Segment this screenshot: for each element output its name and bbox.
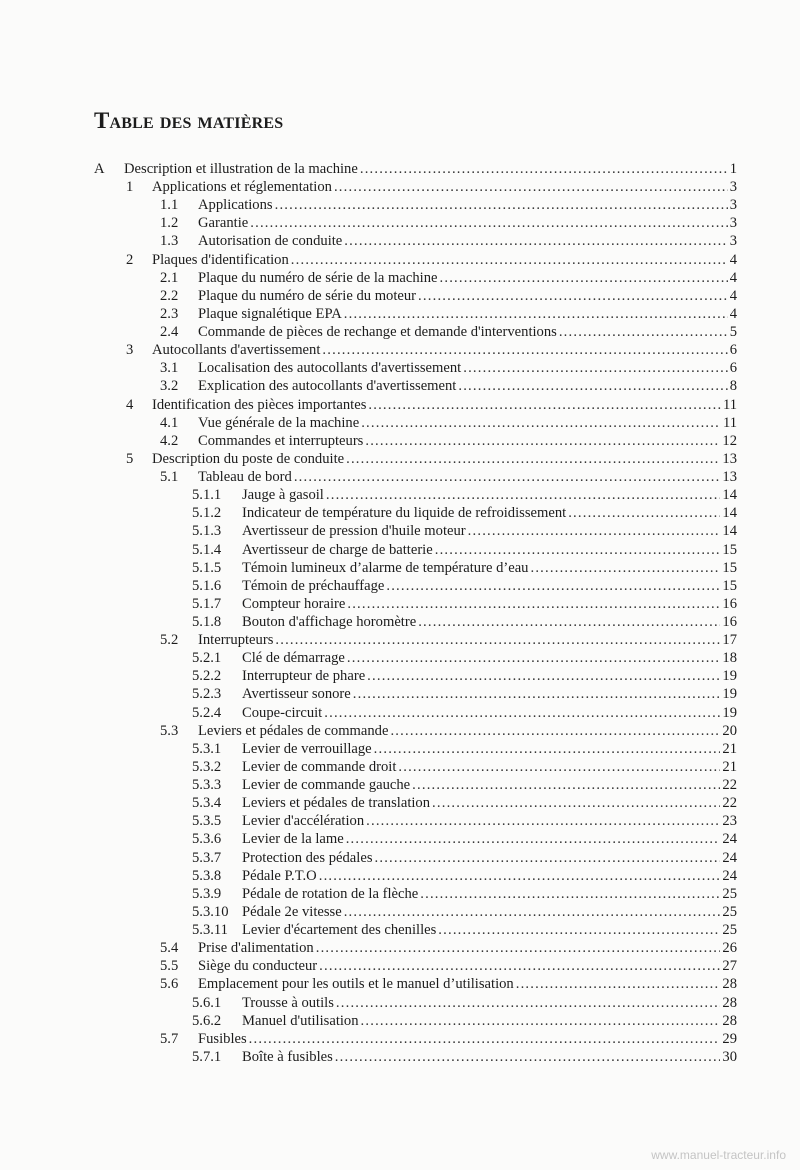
toc-entry-page: 12	[722, 432, 737, 449]
toc-entry-title: Identification des pièces importantes	[152, 396, 367, 413]
toc-entry-title: Explication des autocollants d'avertissement	[198, 378, 457, 395]
toc-entry-page: 3	[729, 233, 737, 250]
toc-dot-leader	[374, 740, 721, 758]
toc-entry[interactable]	[160, 196, 737, 214]
toc-entry-title: Fusibles	[198, 1030, 247, 1047]
toc-entry-number: 5.6.1	[192, 994, 222, 1011]
toc-entry-title: Levier d'écartement des chenilles	[242, 922, 437, 939]
toc-dot-leader	[361, 1012, 721, 1030]
toc-entry-page: 5	[729, 324, 737, 341]
toc-entry-number: 2.4	[160, 324, 179, 341]
toc-dot-leader	[435, 541, 721, 559]
toc-entry-page: 14	[722, 505, 737, 522]
toc-entry[interactable]	[160, 305, 737, 323]
toc-entry-title: Levier de la lame	[242, 831, 344, 848]
toc-entry-number: 5.2.3	[192, 686, 222, 703]
toc-entry-title: Plaque du numéro de série de la machine	[198, 269, 438, 286]
toc-dot-leader	[324, 704, 720, 722]
toc-entry-page: 6	[729, 342, 737, 359]
toc-entry-number: 4.1	[160, 414, 179, 431]
toc-entry-number: 2.1	[160, 269, 179, 286]
toc-entry-title: Prise d'alimentation	[198, 940, 314, 957]
toc-entry[interactable]	[192, 559, 737, 577]
toc-entry-title: Leviers et pédales de commande	[198, 722, 389, 739]
toc-dot-leader	[366, 812, 720, 830]
toc-entry-number: 5.3.1	[192, 740, 222, 757]
toc-entry-title: Pédale P.T.O	[242, 867, 317, 884]
toc-entry-number: 5.3.3	[192, 777, 222, 794]
toc-entry-title: Commande de pièces de rechange et demande d'interventions	[198, 324, 557, 341]
page-title: Table des matières	[94, 108, 284, 133]
toc-entry[interactable]	[192, 885, 737, 903]
toc-entry-title: Coupe-circuit	[242, 704, 323, 721]
toc-entry-title: Manuel d'utilisation	[242, 1012, 359, 1029]
toc-entry-page: 30	[722, 1048, 737, 1065]
toc-entry-page: 21	[722, 740, 737, 757]
toc-entry-page: 13	[722, 450, 737, 467]
toc-entry-page: 8	[729, 378, 737, 395]
toc-entry-title: Autocollants d'avertissement	[152, 342, 321, 359]
toc-entry-number: 5.1.1	[192, 487, 222, 504]
toc-dot-leader	[412, 776, 720, 794]
toc-entry-number: 5.3.11	[192, 922, 228, 939]
toc-entry[interactable]	[160, 468, 737, 486]
toc-entry-page: 24	[722, 831, 737, 848]
toc-dot-leader	[390, 722, 720, 740]
toc-entry-number: 5	[126, 450, 134, 467]
toc-entry-title: Interrupteur de phare	[242, 668, 366, 685]
toc-dot-leader	[438, 921, 720, 939]
toc-entry[interactable]	[192, 649, 737, 667]
toc-dot-leader	[365, 432, 720, 450]
toc-dot-leader	[368, 396, 721, 414]
toc-dot-leader	[516, 975, 721, 993]
toc-entry[interactable]	[192, 921, 737, 939]
toc-entry-number: 1.2	[160, 215, 179, 232]
toc-entry-page: 3	[729, 197, 737, 214]
toc-entry-page: 21	[722, 758, 737, 775]
toc-entry-title: Description et illustration de la machine	[124, 161, 358, 177]
toc-entry-page: 25	[722, 922, 737, 939]
toc-entry-page: 6	[729, 360, 737, 377]
toc-entry-title: Plaques d'identification	[152, 251, 289, 268]
toc-entry-title: Pédale 2e vitesse	[242, 903, 342, 920]
toc-entry-title: Avertisseur sonore	[242, 686, 351, 703]
toc-entry[interactable]	[160, 269, 737, 287]
toc-entry-title: Protection des pédales	[242, 849, 373, 866]
toc-dot-leader	[250, 214, 727, 232]
toc-entry-title: Clé de démarrage	[242, 650, 345, 667]
toc-entry[interactable]	[192, 522, 737, 540]
toc-entry-title: Localisation des autocollants d'avertissement	[198, 360, 462, 377]
toc-entry-number: 5.2.2	[192, 668, 222, 685]
toc-entry-page: 24	[722, 867, 737, 884]
toc-entry-page: 4	[729, 269, 737, 286]
toc-dot-leader	[367, 667, 720, 685]
toc-entry-title: Garantie	[198, 215, 249, 232]
toc-entry-number: 4	[126, 396, 134, 413]
toc-entry-page: 11	[722, 414, 737, 431]
toc-entry[interactable]	[192, 685, 737, 703]
toc-dot-leader	[361, 414, 721, 432]
toc-dot-leader	[316, 939, 721, 957]
toc-entry[interactable]	[160, 414, 737, 432]
toc-entry-title: Emplacement pour les outils et le manuel d’utilisation	[198, 976, 514, 993]
toc-dot-leader	[336, 994, 721, 1012]
toc-entry-number: 5.3.7	[192, 849, 222, 866]
toc-entry-title: Levier de verrouillage	[242, 740, 372, 757]
toc-entry-page: 17	[722, 632, 737, 649]
toc-entry-page: 3	[729, 179, 737, 196]
toc-dot-leader	[418, 287, 728, 305]
toc-dot-leader	[275, 196, 728, 214]
toc-entry-number: 5.3.8	[192, 867, 222, 884]
toc-entry-title: Leviers et pédales de translation	[242, 795, 431, 812]
toc-entry[interactable]	[192, 667, 737, 685]
toc-entry-page: 24	[722, 849, 737, 866]
toc-dot-leader	[420, 885, 720, 903]
toc-entry-number: 4.2	[160, 432, 179, 449]
toc-dot-leader	[291, 251, 728, 269]
toc-entry-number: 5.1.3	[192, 523, 222, 540]
toc-entry-number: 5.2	[160, 632, 179, 649]
toc-entry-number: 1.1	[160, 197, 179, 214]
toc-dot-leader	[360, 160, 728, 178]
toc-dot-leader	[319, 867, 721, 885]
toc-dot-leader	[530, 559, 720, 577]
toc-dot-leader	[347, 649, 720, 667]
toc-entry[interactable]	[192, 903, 737, 921]
toc-dot-leader	[440, 269, 728, 287]
toc-entry[interactable]	[126, 450, 737, 468]
toc-entry-page: 20	[722, 722, 737, 739]
toc-entry-page: 23	[722, 813, 737, 830]
toc-dot-leader	[458, 377, 727, 395]
toc-dot-leader	[249, 1030, 721, 1048]
toc-entry[interactable]	[126, 178, 737, 196]
toc-dot-leader	[347, 595, 720, 613]
toc-entry[interactable]	[192, 541, 737, 559]
toc-entry-title: Vue générale de la machine	[198, 414, 360, 431]
toc-entry[interactable]	[94, 160, 737, 178]
toc-entry-number: 5.6	[160, 976, 179, 993]
toc-entry[interactable]	[160, 377, 737, 395]
toc-dot-leader	[326, 486, 721, 504]
toc-entry-number: 5.1.7	[192, 595, 222, 612]
toc-entry[interactable]	[192, 867, 737, 885]
toc-entry[interactable]	[192, 613, 737, 631]
toc-entry-number: 5.3.2	[192, 758, 222, 775]
toc-entry[interactable]	[192, 812, 737, 830]
toc-dot-leader	[319, 957, 720, 975]
toc-dot-leader	[275, 631, 720, 649]
toc-entry-number: 5.3.9	[192, 885, 222, 902]
toc-dot-leader	[386, 577, 720, 595]
toc-entry[interactable]	[160, 939, 737, 957]
toc-entry-title: Compteur horaire	[242, 595, 346, 612]
toc-entry-page: 19	[722, 668, 737, 685]
toc-entry[interactable]	[192, 486, 737, 504]
toc-entry-number: 3.2	[160, 378, 179, 395]
toc-dot-leader	[335, 1048, 721, 1066]
toc-entry-page: 16	[722, 614, 737, 630]
toc-entry-title: Plaque signalétique EPA	[198, 305, 342, 322]
toc-entry[interactable]	[160, 323, 737, 341]
toc-dot-leader	[375, 849, 721, 867]
toc-entry-title: Boîte à fusibles	[242, 1048, 333, 1065]
toc-entry-page: 15	[722, 541, 737, 558]
toc-entry-page: 25	[722, 903, 737, 920]
toc-entry-title: Levier d'accélération	[242, 813, 365, 830]
toc-dot-leader	[322, 341, 727, 359]
toc-entry-title: Levier de commande droit	[242, 758, 397, 775]
toc-entry-title: Applications et réglementation	[152, 179, 332, 196]
toc-entry[interactable]	[126, 251, 737, 269]
toc-entry-page: 28	[722, 1012, 737, 1029]
toc-dot-leader	[559, 323, 728, 341]
watermark: www.manuel-tracteur.info	[651, 1148, 786, 1162]
toc-entry-number: 5.3.10	[192, 903, 229, 920]
toc-entry[interactable]	[160, 287, 737, 305]
toc-entry-number: 5.3.5	[192, 813, 222, 830]
toc-entry-number: 2.2	[160, 287, 179, 304]
toc-entry-number: 2	[126, 251, 134, 268]
toc-entry-page: 14	[722, 487, 737, 504]
toc-entry-title: Tableau de bord	[198, 469, 292, 486]
toc-entry[interactable]	[192, 1012, 737, 1030]
toc-entry-page: 13	[722, 469, 737, 486]
toc-entry[interactable]	[192, 1048, 737, 1066]
toc-entry-title: Plaque du numéro de série du moteur	[198, 287, 417, 304]
toc-entry-title: Description du poste de conduite	[152, 450, 345, 467]
toc-entry[interactable]	[192, 758, 737, 776]
toc-dot-leader	[463, 359, 727, 377]
toc-dot-leader	[432, 794, 720, 812]
toc-entry-page: 1	[729, 161, 737, 177]
toc-entry-number: 5.7.1	[192, 1048, 222, 1065]
toc-entry[interactable]	[126, 341, 737, 359]
toc-dot-leader	[353, 685, 721, 703]
toc-dot-leader	[346, 830, 721, 848]
toc-entry[interactable]	[192, 504, 737, 522]
toc-entry-page: 4	[729, 287, 737, 304]
toc-entry[interactable]	[192, 994, 737, 1012]
toc-entry-page: 18	[722, 650, 737, 667]
toc-entry-title: Levier de commande gauche	[242, 777, 411, 794]
toc-entry-number: 5.3	[160, 722, 179, 739]
toc-entry[interactable]	[192, 577, 737, 595]
toc-entry[interactable]	[192, 595, 737, 613]
toc-entry-page: 22	[722, 777, 737, 794]
toc-entry[interactable]	[192, 794, 737, 812]
toc-entry-title: Trousse à outils	[242, 994, 334, 1011]
toc-entry[interactable]	[160, 722, 737, 740]
toc-entry-number: 5.1.2	[192, 505, 222, 522]
toc-entry-page: 19	[722, 704, 737, 721]
toc-entry-title: Avertisseur de charge de batterie	[242, 541, 433, 558]
toc-entry-title: Témoin de préchauffage	[242, 577, 385, 594]
toc-entry-number: 5.6.2	[192, 1012, 222, 1029]
toc-entry-number: 5.1.6	[192, 577, 222, 594]
toc-entry-number: 5.3.6	[192, 831, 222, 848]
toc-entry-page: 25	[722, 885, 737, 902]
toc-entry-page: 28	[722, 976, 737, 993]
toc-entry-page: 19	[722, 686, 737, 703]
toc-entry-number: 5.1	[160, 469, 179, 486]
toc-entry[interactable]	[160, 214, 737, 232]
toc-entry-title: Commandes et interrupteurs	[198, 432, 364, 449]
toc-entry-number: 1	[126, 179, 134, 196]
toc-entry-page: 4	[729, 251, 737, 268]
toc-entry[interactable]	[192, 704, 737, 722]
toc-entry-number: A	[94, 161, 105, 177]
toc-entry-title: Siège du conducteur	[198, 958, 318, 975]
toc-entry-number: 5.5	[160, 958, 179, 975]
toc-entry[interactable]	[160, 957, 737, 975]
toc-dot-leader	[418, 613, 720, 631]
toc-entry-title: Avertisseur de pression d'huile moteur	[242, 523, 466, 540]
toc-dot-leader	[334, 178, 728, 196]
toc-entry-page: 16	[722, 595, 737, 612]
toc-entry-number: 1.3	[160, 233, 179, 250]
toc-dot-leader	[344, 903, 721, 921]
toc-entry[interactable]	[160, 232, 737, 250]
toc-entry-title: Bouton d'affichage horomètre	[242, 614, 417, 630]
toc-entry[interactable]	[126, 396, 737, 414]
toc-entry-title: Interrupteurs	[198, 632, 274, 649]
toc-dot-leader	[294, 468, 721, 486]
toc-entry-number: 5.2.4	[192, 704, 222, 721]
toc-entry-page: 4	[729, 305, 737, 322]
toc-entry[interactable]	[192, 849, 737, 867]
toc-entry-number: 5.3.4	[192, 795, 222, 812]
toc-entry-title: Autorisation de conduite	[198, 233, 343, 250]
toc-entry-page: 28	[722, 994, 737, 1011]
toc-entry-page: 26	[722, 940, 737, 957]
toc-dot-leader	[398, 758, 720, 776]
toc-entry[interactable]	[160, 975, 737, 993]
toc-entry-title: Jauge à gasoil	[242, 487, 324, 504]
toc-entry-number: 3	[126, 342, 134, 359]
toc-entry-title: Indicateur de température du liquide de refroidissement	[242, 505, 567, 522]
toc-dot-leader	[568, 504, 720, 522]
toc-entry[interactable]	[192, 830, 737, 848]
toc-entry-number: 5.4	[160, 940, 179, 957]
toc-entry-number: 5.1.4	[192, 541, 222, 558]
toc-entry-page: 15	[722, 577, 737, 594]
toc-entry-number: 5.7	[160, 1030, 179, 1047]
toc-dot-leader	[346, 450, 720, 468]
toc-entry-page: 15	[722, 559, 737, 576]
toc-entry-number: 3.1	[160, 360, 179, 377]
toc-entry[interactable]	[160, 631, 737, 649]
toc-entry[interactable]	[160, 1030, 737, 1048]
toc-entry-page: 29	[722, 1030, 737, 1047]
toc-entry-title: Applications	[198, 197, 273, 214]
toc-dot-leader	[344, 232, 727, 250]
toc-entry-page: 14	[722, 523, 737, 540]
toc-entry-page: 11	[722, 396, 737, 413]
toc-dot-leader	[344, 305, 728, 323]
toc-entry-number: 2.3	[160, 305, 179, 322]
toc-entry-number: 5.1.5	[192, 559, 222, 576]
toc-entry-title: Pédale de rotation de la flèche	[242, 885, 419, 902]
toc-entry-number: 5.2.1	[192, 650, 222, 667]
toc-dot-leader	[468, 522, 721, 540]
toc-entry[interactable]	[160, 432, 737, 450]
toc-entry-page: 22	[722, 795, 737, 812]
toc-entry[interactable]	[192, 776, 737, 794]
toc-entry[interactable]	[192, 740, 737, 758]
toc-entry-page: 3	[729, 215, 737, 232]
toc-entry-page: 27	[722, 958, 737, 975]
toc-entry-title: Témoin lumineux d’alarme de température d’eau	[242, 559, 529, 576]
toc-entry[interactable]	[160, 359, 737, 377]
toc-entry-number: 5.1.8	[192, 614, 222, 630]
